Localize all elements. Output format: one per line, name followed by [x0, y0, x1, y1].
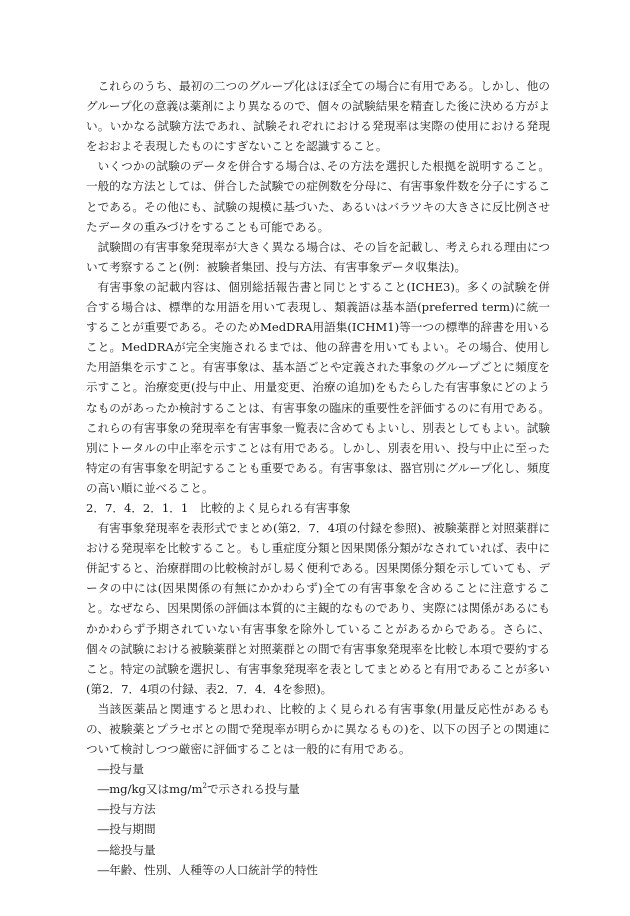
- paragraph-5: 有害事象発現率を表形式でまとめ(第2．7．4項の付録を参照)、被験薬群と対照薬群における発現率を比較すること。もし重症度分類と因果関係分類がなされていれば、表中に併記すると、治療群間の比較検討がし易く便利である。因果関係分類を示していても、データの中には(因果関係の有無にかかわらず)全ての有害事象を含めることに注意すること。なぜなら、因果関係の評価は本質的に主観的なものであり、実際には関係があるにもかかわらず予期されていない有害事象を除外していることがあるからである。さらに、個々の試験における被験薬群と対照薬群との間で有害事象発現率を比較し本項で要約すること。特定の試験を選択し、有害事象発現率を表としてまとめると有用であることが多い(第2．7．4項の付録、表2．7．4．4を参照)。: [86, 521, 550, 696]
- paragraph-1: これらのうち、最初の二つのグループ化はほぼ全ての場合に有用である。しかし、他のグループ化の意義は薬剤により異なるので、個々の試験結果を精査した後に決める方がよい。いかなる試験方法であれ、試験それぞれにおける発現率は実際の使用における発現をおおよそ表現したものにすぎないことを認識すること。: [86, 79, 550, 154]
- paragraph-4: 有害事象の記載内容は、個別総括報告書と同じとすること(ICHE3)。多くの試験を併合する場合は、標準的な用語を用いて表現し、類義語は基本語(preferred term)に統一することが重要である。そのためMedDRA用語集(ICHM1)等一つの標準的辞書を用いること。MedDRAが完全実施されるまでは、他の辞書を用いてもよい。その場合、使用した用語集を示すこと。有害事象は、基本語ごとや定義された事象のグループごとに頻度を示すこと。治療変更(投与中止、用量変更、治療の追加)をもたらした有害事象にどのようなものがあったか検討することは、有害事象の臨床的重要性を評価するのに有用である。これらの有害事象の発現率を有害事象一覧表に含めてもよいし、別表としてもよい。試験別にトータルの中止率を示すことは有用である。しかし、別表を用い、投与中止に至った特定の有害事象を明記することも重要である。有害事象は、器官別にグループ化し、頻度の高い順に並べること。: [86, 279, 550, 495]
- superscript: 2: [202, 782, 207, 791]
- document-body: [86, 76, 550, 880]
- list-item-text: ―mg/kg又はmg/m: [97, 782, 203, 797]
- paragraph-2: いくつかの試験のデータを併合する場合は､その方法を選択した根拠を説明すること。一般的な方法としては、併合した試験での症例数を分母に、有害事象件数を分子にすることである。その他にも、試験の規模に基づいた、あるいはバラツキの大きさに反比例させたデータの重みづけをすることも可能である。: [86, 159, 550, 234]
- list-item: ―投与方法: [97, 802, 156, 817]
- list-item: [86, 779, 550, 799]
- paragraph-3: 試験間の有害事象発現率が大きく異なる場合は、その旨を記載し、考えられる理由について考察すること(例：被験者集団、投与方法、有害事象データ収集法)。: [86, 239, 550, 274]
- list-item-suffix: で示される投与量: [206, 782, 300, 797]
- factor-list: [86, 759, 550, 880]
- list-item: ―総投与量: [97, 842, 156, 857]
- list-item: ―投与量: [97, 762, 144, 777]
- list-item: ―年齢、性別、人種等の人口統計学的特性: [97, 862, 318, 877]
- section-heading: 2．7．4．2．1．1 比較的よく見られる有害事象: [86, 500, 351, 515]
- paragraph-6: 当該医薬品と関連すると思われ、比較的よく見られる有害事象(用量反応性があるもの、被験薬とプラセボとの間で発現率が明らかに異なるもの)を、以下の因子との関連について検討しつつ厳密に評価することは一般的に有用である。: [86, 701, 550, 757]
- list-item: ―投与期間: [97, 822, 156, 837]
